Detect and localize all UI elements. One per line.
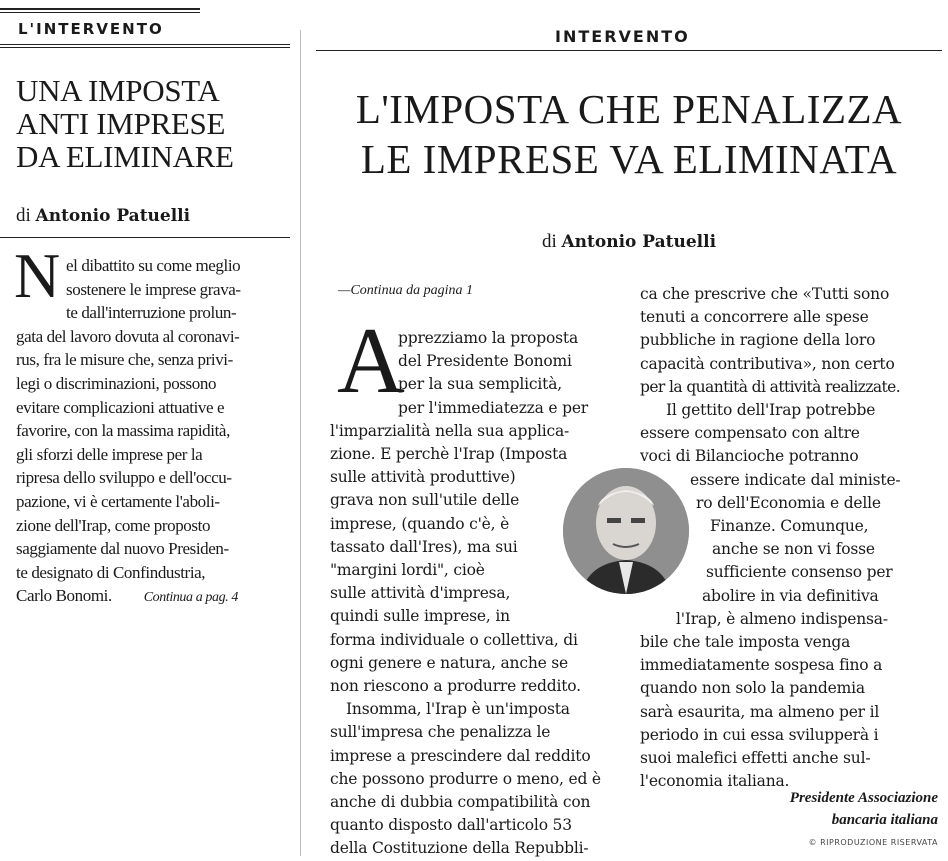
body-line: suoi malefici effetti anche sul-	[640, 749, 871, 768]
body-line: quando non solo la pandemia	[640, 679, 865, 698]
body-line: zione dell'Irap, come proposto	[16, 515, 211, 535]
left-headline-line: UNA IMPOSTA	[16, 73, 220, 108]
kicker-rule-left	[0, 44, 290, 45]
byline-prefix: di	[541, 231, 557, 252]
body-line: pubbliche in ragione della loro	[640, 331, 876, 350]
byline-rule-left	[0, 237, 290, 238]
body-line: pazione, vi è certamente l'aboli-	[16, 491, 220, 511]
body-line-last	[16, 584, 288, 610]
body-line: ca che prescrive che «Tutti sono	[640, 285, 890, 303]
author-name: Antonio Patuelli	[35, 206, 191, 226]
body-line: saggiamente dal nuovo Presiden-	[16, 539, 229, 559]
body-line: sulle attività d'impresa,	[330, 584, 511, 603]
body-line: sull'impresa che penalizza le	[330, 723, 551, 742]
kicker-rule-main	[316, 50, 942, 51]
left-headline-line: ANTI IMPRESE	[16, 106, 226, 141]
continua-da: —Continua da pagina 1	[338, 283, 473, 298]
body-line: imprese a prescindere dal reddito	[330, 746, 591, 765]
main-kicker: INTERVENTO	[555, 27, 690, 46]
main-headline-line: L'IMPOSTA CHE PENALIZZA	[355, 86, 903, 132]
body-line: quanto disposto dall'articolo 53	[330, 816, 572, 835]
body-line: Insomma, l'Irap è un'imposta	[346, 700, 570, 719]
body-line: per la sua semplicità,	[398, 375, 562, 394]
main-byline	[316, 231, 942, 253]
body-line: anche se non vi fosse	[712, 540, 875, 559]
body-line: rus, fra le misure che, senza privi-	[16, 350, 233, 370]
top-rule-left	[0, 8, 200, 10]
body-line: evitare complicazioni attuative e	[16, 397, 225, 417]
left-headline-line: DA ELIMINARE	[16, 139, 234, 174]
body-line: sulle attività produttive)	[330, 468, 516, 487]
byline-prefix: di	[16, 205, 31, 226]
continua-link[interactable]: Continua a pag. 4	[143, 590, 239, 606]
body-line: tassato dall'Ires), ma sui	[330, 537, 518, 556]
body-line: pprezziamo la proposta	[398, 329, 578, 347]
body-line: te designato di Confindustria,	[16, 562, 206, 582]
body-line: essere compensato con altre	[640, 424, 860, 443]
body-line: Finanze. Comunque,	[710, 517, 869, 536]
body-line: per l'immediatezza e per	[398, 398, 589, 417]
main-col-2	[640, 283, 940, 793]
left-headline	[16, 74, 234, 173]
body-line: l'Irap, è almeno indispensa-	[676, 609, 888, 628]
left-kicker: L'INTERVENTO	[18, 20, 164, 38]
body-line: "margini lordi", cioè	[330, 561, 485, 580]
body-line: della Costituzione della Repubbli-	[330, 839, 589, 858]
left-dropcap: N	[14, 240, 61, 311]
body-line: ro dell'Economia e delle	[696, 493, 881, 512]
body-line: essere indicate dal ministe-	[690, 470, 901, 489]
main-col-1	[330, 327, 630, 861]
signature-line: bancaria italiana	[831, 812, 938, 828]
body-line: gli sforzi delle imprese per la	[16, 444, 203, 464]
body-line: ogni genere e natura, anche se	[330, 653, 569, 672]
body-line: quindi sulle imprese, in	[330, 607, 510, 626]
kicker-rule-left-2	[0, 47, 290, 48]
body-line: te dall'interruzione prolun-	[66, 303, 237, 323]
body-line: voci di Bilancioche potranno	[640, 447, 859, 466]
body-line: legi o discriminazioni, possono	[16, 373, 217, 393]
signature-line: Presidente Associazione	[789, 790, 938, 806]
body-line: gata del lavoro dovuta al coronavi-	[16, 326, 240, 346]
left-byline	[16, 205, 190, 227]
body-line: che possono produrre o meno, ed è	[330, 769, 601, 788]
body-line: bile che tale imposta venga	[640, 633, 851, 652]
body-line: periodo in cui essa svilupperà i	[640, 725, 879, 744]
body-line: sostenere le imprese grava-	[66, 279, 241, 299]
body-line: Il gettito dell'Irap potrebbe	[666, 401, 876, 420]
left-body	[16, 254, 288, 610]
body-line: immediatamente sospesa fino a	[640, 656, 883, 675]
body-line: forma individuale o collettiva, di	[330, 630, 578, 649]
body-line: el dibattito su come meglio	[66, 256, 241, 275]
column-divider	[300, 30, 301, 856]
body-last-text: Carlo Bonomi.	[16, 586, 112, 606]
main-dropcap: A	[337, 309, 405, 413]
body-line: sufficiente consenso per	[706, 563, 893, 582]
body-line: non riescono a produrre reddito.	[330, 677, 581, 696]
body-line: l'economia italiana.	[640, 772, 790, 791]
body-line: abolire in via definitiva	[702, 586, 879, 605]
body-line: del Presidente Bonomi	[398, 352, 572, 371]
body-line: grava non sull'utile delle	[330, 491, 520, 510]
body-line: anche di dubbia compatibilità con	[330, 793, 591, 812]
main-headline-line: LE IMPRESE VA ELIMINATA	[360, 136, 898, 182]
body-line: imprese, (quando c'è, è	[330, 514, 510, 533]
body-line: sarà esaurita, ma almeno per il	[640, 702, 880, 721]
body-line: ripresa dello sviluppo e dell'occu-	[16, 468, 232, 488]
body-line: capacità contributiva», non certo	[640, 354, 895, 373]
body-line: favorire, con la massima rapidità,	[16, 421, 230, 441]
body-line: zione. E perchè l'Irap (Imposta	[330, 445, 568, 464]
top-rule-left-2	[0, 12, 200, 13]
reproduction-notice: © RIPRODUZIONE RISERVATA	[808, 838, 938, 847]
signature	[640, 787, 938, 831]
main-headline	[316, 84, 942, 184]
author-name: Antonio Patuelli	[561, 232, 717, 252]
body-line: l'imparzialità nella sua applica-	[330, 421, 570, 440]
body-line: per la quantità di attività realizzate.	[640, 377, 901, 396]
body-line: tenuti a concorrere alle spese	[640, 308, 869, 327]
